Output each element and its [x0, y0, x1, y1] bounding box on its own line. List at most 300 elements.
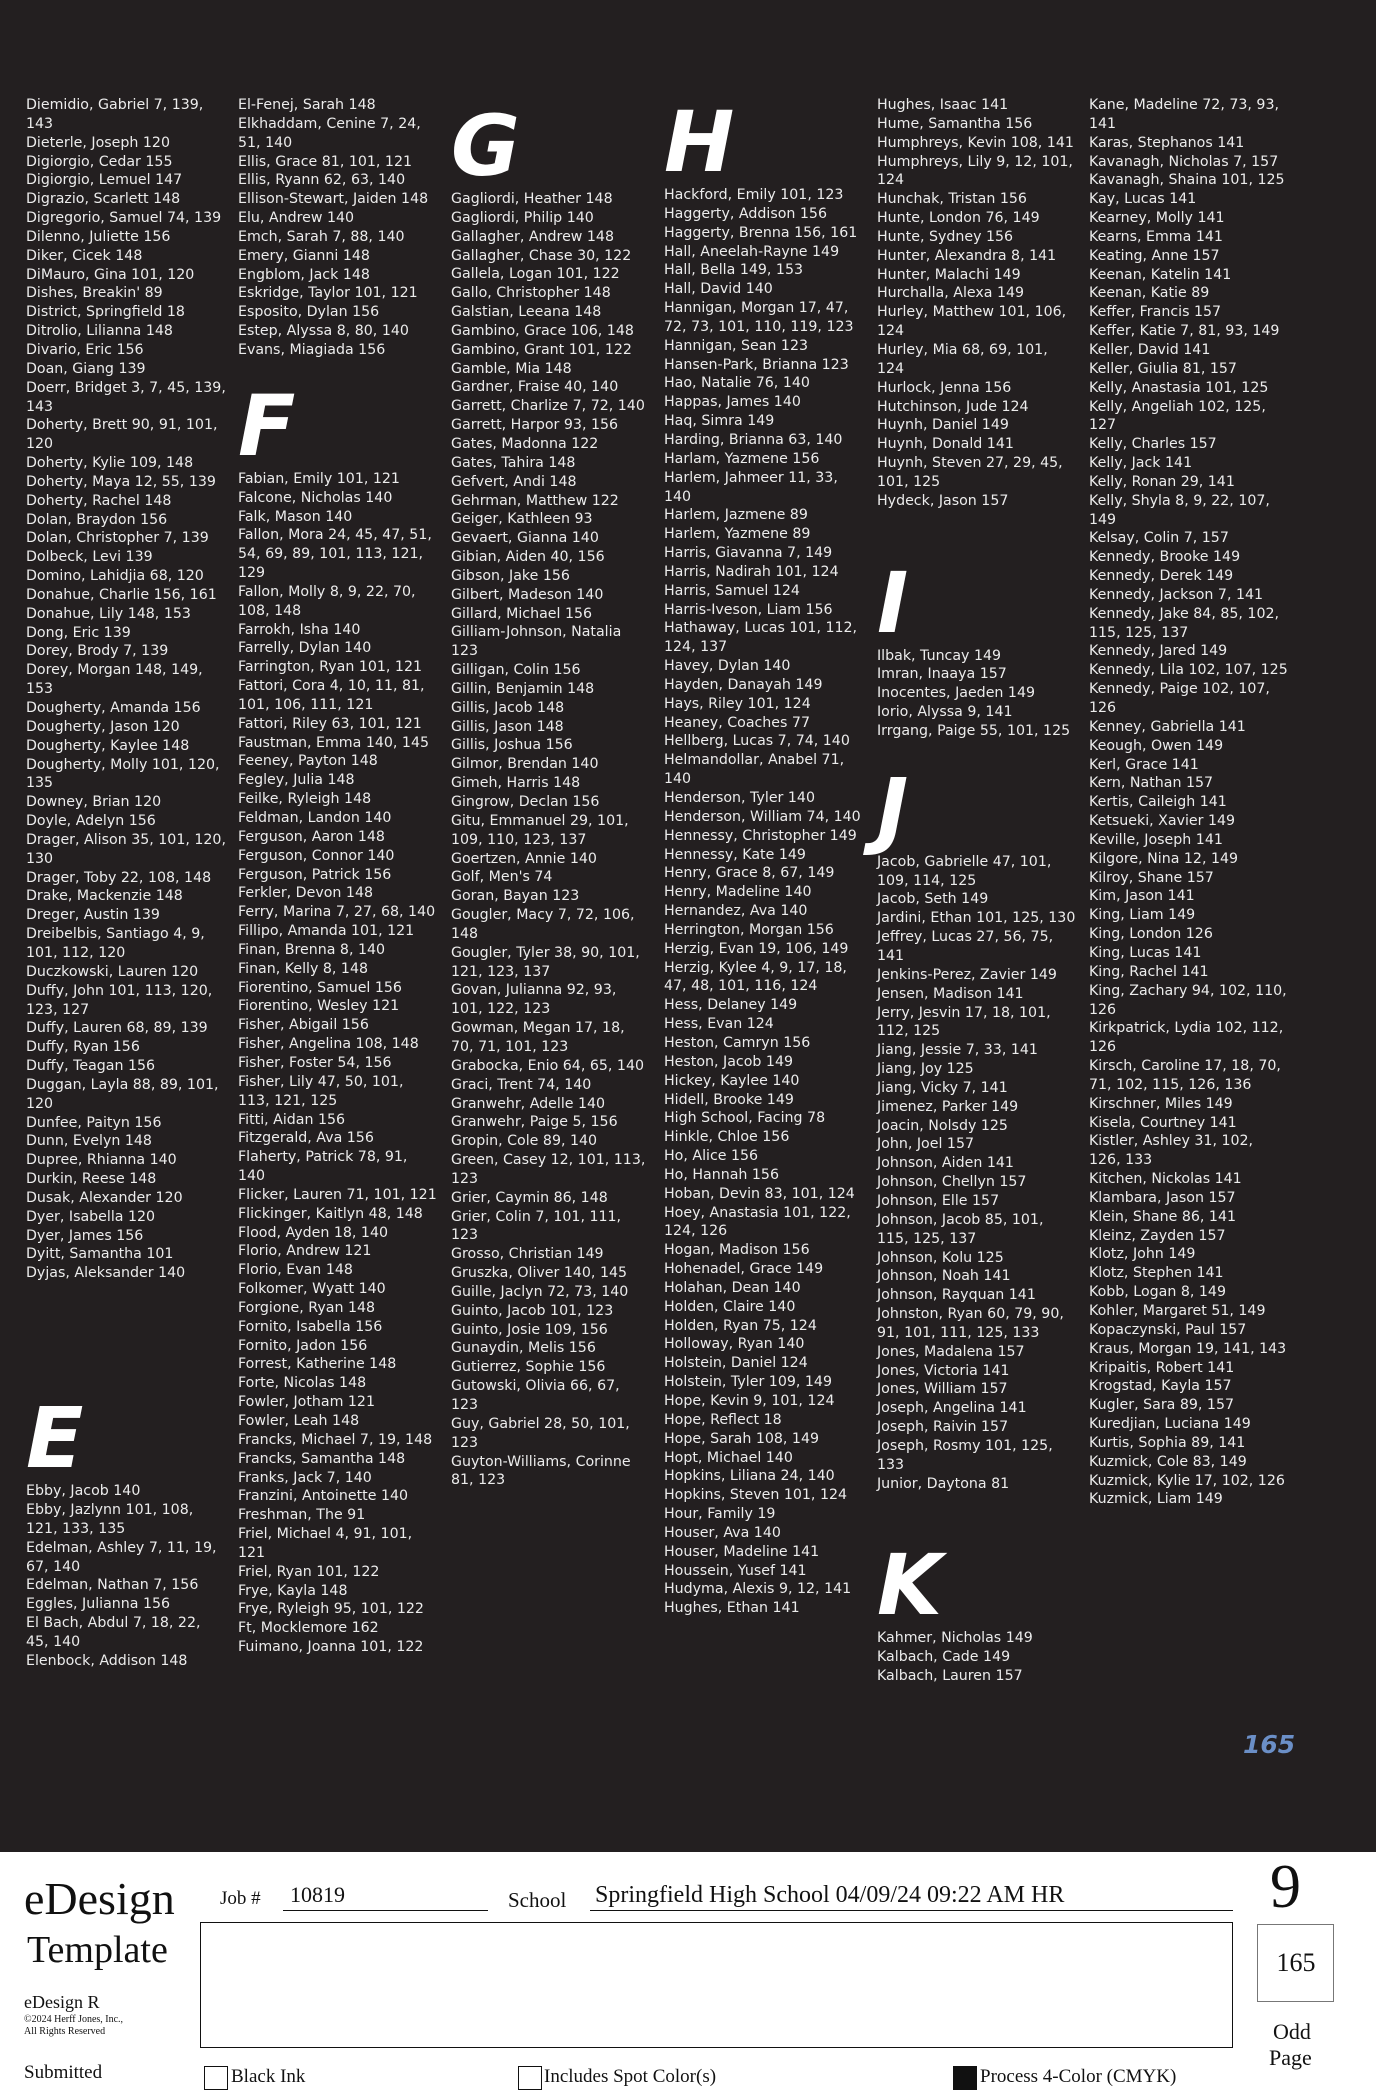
index-entry: Elenbock, Addison 148: [26, 1652, 188, 1669]
index-entry: Klambara, Jason 157: [1089, 1189, 1236, 1206]
index-entry: Dolan, Braydon 156: [26, 511, 168, 528]
index-entry: Hurley, Matthew 101, 106, 124: [877, 304, 1067, 340]
index-entry: Doherty, Brett 90, 91, 101, 120: [26, 417, 218, 453]
index-entry: Karas, Stephanos 141: [1089, 134, 1245, 151]
section-spacer: [877, 1493, 1077, 1541]
index-entry: Gambino, Grant 101, 122: [451, 341, 632, 358]
index-entry: Hannigan, Sean 123: [664, 337, 809, 354]
section-letter-heading: H: [664, 93, 733, 191]
index-entry: Digiorgio, Lemuel 147: [26, 172, 183, 189]
index-entry: Holden, Ryan 75, 124: [664, 1317, 817, 1334]
index-entry: Jensen, Madison 141: [877, 985, 1024, 1002]
index-entry: Hour, Family 19: [664, 1506, 776, 1523]
index-entry: Kearns, Emma 141: [1089, 228, 1223, 245]
index-entry: District, Springfield 18: [26, 304, 185, 321]
index-entry: Keenan, Katelin 141: [1089, 266, 1232, 283]
index-entry: Fegley, Julia 148: [238, 772, 355, 789]
index-entry: Gallagher, Andrew 148: [451, 228, 614, 245]
index-entry: Helmandollar, Anabel 71, 140: [664, 752, 845, 788]
index-entry: Dyjas, Aleksander 140: [26, 1265, 186, 1282]
index-entry: Franzini, Antoinette 140: [238, 1488, 409, 1505]
index-entry: Doyle, Adelyn 156: [26, 813, 156, 830]
index-entry: Edelman, Nathan 7, 156: [26, 1577, 199, 1594]
index-entry: Doherty, Maya 12, 55, 139: [26, 473, 216, 490]
index-entry: Imran, Inaaya 157: [877, 666, 1007, 683]
index-entry: Harding, Brianna 63, 140: [664, 431, 843, 448]
index-column-4: [664, 93, 864, 1618]
index-entry: Gutierrez, Sophie 156: [451, 1359, 606, 1376]
index-entry: Hutchinson, Jude 124: [877, 398, 1029, 415]
index-entry: Ditrolio, Lilianna 148: [26, 323, 173, 340]
index-entry: Falcone, Nicholas 140: [238, 489, 393, 506]
index-entry: Hope, Kevin 9, 101, 124: [664, 1393, 835, 1409]
index-entry: Doan, Giang 139: [26, 360, 146, 377]
template-brand-subtitle: Template: [27, 1929, 168, 1971]
copyright-line-2: All Rights Reserved: [24, 2026, 106, 2037]
index-entry: Hunter, Malachi 149: [877, 266, 1021, 283]
index-entry: Donahue, Charlie 156, 161: [26, 586, 217, 603]
index-entry: Esposito, Dylan 156: [238, 304, 380, 321]
index-entry: DiMauro, Gina 101, 120: [26, 266, 195, 283]
index-entry: Fiorentino, Wesley 121: [238, 998, 400, 1015]
index-entry: Gingrow, Declan 156: [451, 794, 600, 810]
index-entry: Havey, Dylan 140: [664, 658, 791, 675]
index-entry: Gitu, Emmanuel 29, 101, 109, 110, 123, 137: [451, 812, 629, 848]
index-entry: Flood, Ayden 18, 140: [238, 1224, 389, 1241]
index-entry: Kelly, Charles 157: [1089, 436, 1217, 453]
index-entry: Kopaczynski, Paul 157: [1089, 1321, 1247, 1338]
index-entry: Granwehr, Adelle 140: [451, 1095, 606, 1112]
index-entry: Herrington, Morgan 156: [664, 921, 834, 938]
index-entry: Hays, Riley 101, 124: [664, 695, 811, 712]
index-entry: Kavanagh, Nicholas 7, 157: [1089, 153, 1279, 170]
school-field[interactable]: Springfield High School 04/09/24 09:22 AM HR: [595, 1882, 1065, 1908]
index-entry: Harlam, Yazmene 156: [664, 450, 820, 467]
index-entry: Humphreys, Kevin 108, 141: [877, 134, 1074, 151]
index-entry: Fattori, Riley 63, 101, 121: [238, 715, 422, 732]
index-entry: Dupree, Rhianna 140: [26, 1152, 177, 1169]
index-entry: Hughes, Isaac 141: [877, 97, 1009, 113]
index-entry: Fitti, Aidan 156: [238, 1111, 346, 1128]
index-entry: Forte, Nicolas 148: [238, 1375, 367, 1392]
index-entry: Jerry, Jesvin 17, 18, 101, 112, 125: [877, 1004, 1051, 1040]
index-entry: Domino, Lahidjia 68, 120: [26, 568, 204, 585]
index-entry: Divario, Eric 156: [26, 341, 144, 358]
index-entry: Holloway, Ryan 140: [664, 1336, 805, 1353]
index-entry: Jeffrey, Lucas 27, 56, 75, 141: [877, 929, 1054, 964]
index-entry: Galstian, Leeana 148: [451, 304, 602, 321]
index-entry: Golf, Men's 74: [451, 869, 553, 886]
index-entry: Kerl, Grace 141: [1089, 756, 1199, 773]
index-entry: Gutowski, Olivia 66, 67, 123: [451, 1378, 620, 1413]
index-entry: Happas, James 140: [664, 394, 801, 411]
index-entry: Fillipo, Amanda 101, 121: [238, 923, 415, 940]
index-entry: Flicker, Lauren 71, 101, 121: [238, 1186, 437, 1203]
index-entry: Kennedy, Jared 149: [1089, 643, 1228, 660]
index-entry: Gowman, Megan 17, 18, 70, 71, 101, 123: [451, 1020, 625, 1055]
index-entry: Kirsch, Caroline 17, 18, 70, 71, 102, 115, 126, 136: [1089, 1058, 1281, 1093]
index-entry: Edelman, Ashley 7, 11, 19, 67, 140: [26, 1539, 217, 1575]
index-entry: Kennedy, Derek 149: [1089, 568, 1234, 585]
index-entry: Farrokh, Isha 140: [238, 621, 361, 638]
index-entry: Gropin, Cole 89, 140: [451, 1133, 598, 1150]
index-entry: Irrgang, Paige 55, 101, 125: [877, 722, 1071, 739]
index-entry: Eskridge, Taylor 101, 121: [238, 285, 418, 302]
black-ink-label: Black Ink: [231, 2066, 306, 2087]
index-entry: Garrett, Charlize 7, 72, 140: [451, 398, 645, 415]
index-entry: Hannigan, Morgan 17, 47, 72, 73, 101, 110, 119, 123: [664, 300, 854, 335]
index-entry: Junior, Daytona 81: [877, 1475, 1010, 1492]
index-entry: Grosso, Christian 149: [451, 1246, 604, 1263]
index-entry: Keffer, Katie 7, 81, 93, 149: [1089, 323, 1280, 340]
index-entry: Kleinz, Zayden 157: [1089, 1227, 1226, 1244]
index-entry: Haggerty, Addison 156: [664, 205, 827, 222]
index-entry: Flaherty, Patrick 78, 91, 140: [238, 1149, 408, 1185]
index-entry: Faustman, Emma 140, 145: [238, 734, 430, 751]
index-entry: Finan, Kelly 8, 148: [238, 960, 369, 977]
index-entry: Huynh, Donald 141: [877, 436, 1014, 453]
edesign-template-footer: [0, 1852, 1376, 2100]
index-entry: Kern, Nathan 157: [1089, 775, 1214, 792]
index-entry: Digrazio, Scarlett 148: [26, 191, 181, 208]
index-entry: Ferkler, Devon 148: [238, 885, 373, 902]
index-entry: Kugler, Sara 89, 157: [1089, 1397, 1235, 1414]
index-entry: Fornito, Jadon 156: [238, 1337, 368, 1354]
index-entry: Gillin, Benjamin 148: [451, 680, 595, 697]
index-entry: Kelly, Jack 141: [1089, 455, 1193, 472]
index-entry: Hope, Reflect 18: [664, 1411, 782, 1428]
index-entry: Flickinger, Kaitlyn 48, 148: [238, 1205, 423, 1222]
index-entry: Gillis, Jason 148: [451, 718, 564, 735]
index-entry: Gagliordi, Philip 140: [451, 209, 594, 226]
section-letter-heading: G: [451, 97, 518, 195]
index-entry: Hunchak, Tristan 156: [877, 191, 1027, 208]
index-entry: Fuimano, Joanna 101, 122: [238, 1639, 424, 1656]
odd-page-label-line2: Page: [1269, 2045, 1312, 2070]
index-entry: Falk, Mason 140: [238, 508, 353, 525]
spot-color-label: Includes Spot Color(s): [544, 2066, 717, 2087]
school-underline: [590, 1910, 1233, 1911]
index-entry: Kim, Jason 141: [1089, 888, 1195, 905]
index-entry: Hackford, Emily 101, 123: [664, 187, 844, 203]
index-entry: Drager, Alison 35, 101, 120, 130: [26, 831, 226, 867]
index-entry: Gilliam-Johnson, Natalia 123: [451, 624, 622, 660]
index-entry: Govan, Julianna 92, 93, 101, 122, 123: [451, 982, 617, 1018]
index-entry: Henderson, Tyler 140: [664, 790, 815, 806]
index-entry: Ho, Alice 156: [664, 1148, 759, 1165]
index-entry: Gilligan, Colin 156: [451, 662, 581, 679]
index-entry: Ho, Hannah 156: [664, 1166, 779, 1183]
index-entry: Feilke, Ryleigh 148: [238, 791, 372, 808]
index-entry: Holstein, Daniel 124: [664, 1355, 808, 1372]
index-entry: Jiang, Vicky 7, 141: [877, 1079, 1008, 1096]
index-entry: Jiang, Jessie 7, 33, 141: [877, 1042, 1038, 1059]
index-entry: Frye, Ryleigh 95, 101, 122: [238, 1601, 424, 1618]
index-entry: Harris, Nadirah 101, 124: [664, 563, 839, 580]
index-entry: Keller, David 141: [1089, 341, 1211, 358]
section-letter-heading: K: [877, 1536, 941, 1635]
index-column-6: [1089, 96, 1289, 1509]
index-entry: Hohenadel, Grace 149: [664, 1261, 824, 1278]
index-entry: Kuzmick, Liam 149: [1089, 1491, 1223, 1508]
index-entry: Henry, Grace 8, 67, 149: [664, 865, 835, 882]
index-entry: Kripaitis, Robert 141: [1089, 1359, 1235, 1376]
index-entry: Kane, Madeline 72, 73, 93, 141: [1089, 97, 1279, 132]
index-entry: Kavanagh, Shaina 101, 125: [1089, 172, 1285, 189]
index-entry: Holstein, Tyler 109, 149: [664, 1374, 832, 1391]
index-entry: Guille, Jaclyn 72, 73, 140: [451, 1283, 629, 1300]
index-entry: Gamble, Mia 148: [451, 360, 572, 377]
index-entry: Keville, Joseph 141: [1089, 831, 1223, 848]
index-entry: Hennessy, Christopher 149: [664, 827, 857, 844]
index-entry: Holden, Claire 140: [664, 1298, 796, 1315]
spot-color-checkbox[interactable]: [518, 2066, 542, 2090]
index-entry: Joseph, Raivin 157: [877, 1419, 1009, 1436]
index-entry: Dishes, Breakin' 89: [26, 285, 163, 302]
index-entry: Downey, Brian 120: [26, 794, 162, 811]
index-entry: Hopt, Michael 140: [664, 1449, 793, 1466]
index-entry: Hernandez, Ava 140: [664, 903, 808, 920]
index-entry: Kurtis, Sophia 89, 141: [1089, 1434, 1246, 1451]
index-entry: Florio, Andrew 121: [238, 1243, 372, 1260]
section-spacer: [26, 1283, 226, 1394]
index-entry: Jones, William 157: [877, 1381, 1008, 1398]
index-entry: Dunn, Evelyn 148: [26, 1133, 152, 1150]
index-entry: Ellis, Ryann 62, 63, 140: [238, 172, 406, 189]
index-entry: Ferguson, Connor 140: [238, 847, 395, 864]
index-entry: Kohler, Margaret 51, 149: [1089, 1303, 1266, 1319]
index-entry: Dong, Eric 139: [26, 624, 131, 641]
index-entry: Drager, Toby 22, 108, 148: [26, 869, 212, 886]
index-entry: Hess, Delaney 149: [664, 997, 798, 1014]
index-entry: Klotz, Stephen 141: [1089, 1265, 1224, 1282]
index-entry: Gallela, Logan 101, 122: [451, 266, 620, 283]
index-entry: Friel, Ryan 101, 122: [238, 1563, 380, 1580]
index-entry: Keough, Owen 149: [1089, 737, 1224, 754]
index-entry: Donahue, Lily 148, 153: [26, 605, 191, 622]
index-entry: Gougler, Macy 7, 72, 106, 148: [451, 907, 635, 942]
edesign-brand-title: eDesign: [24, 1873, 175, 1924]
index-entry: Emch, Sarah 7, 88, 140: [238, 228, 405, 245]
index-entry: Kelsay, Colin 7, 157: [1089, 530, 1229, 547]
index-entry: Ferry, Marina 7, 27, 68, 140: [238, 904, 436, 921]
index-entry: Henderson, William 74, 140: [664, 808, 861, 825]
index-entry: King, Liam 149: [1089, 907, 1196, 924]
index-entry: Iorio, Alyssa 9, 141: [877, 704, 1013, 721]
index-entry: Fisher, Angelina 108, 148: [238, 1036, 419, 1053]
index-entry: Duffy, Ryan 156: [26, 1039, 140, 1056]
index-entry: Kobb, Logan 8, 149: [1089, 1284, 1226, 1301]
index-entry: Goertzen, Annie 140: [451, 850, 597, 867]
index-entry: Dolan, Christopher 7, 139: [26, 530, 209, 547]
section-letter-heading: J: [877, 759, 907, 858]
index-entry: King, Zachary 94, 102, 110, 126: [1089, 982, 1287, 1018]
index-entry: Gallo, Christopher 148: [451, 285, 611, 302]
index-entry: Henry, Madeline 140: [664, 884, 812, 901]
index-entry: Johnson, Kolu 125: [877, 1249, 1004, 1266]
index-entry: Farrington, Ryan 101, 121: [238, 659, 423, 676]
black-ink-checkbox[interactable]: [204, 2066, 228, 2090]
index-entry: Ferguson, Patrick 156: [238, 866, 392, 883]
index-entry: Johnson, Elle 157: [877, 1192, 1000, 1209]
index-entry: Goran, Bayan 123: [451, 888, 580, 905]
cmyk-label: Process 4-Color (CMYK): [980, 2066, 1177, 2087]
index-entry: Dunfee, Paityn 156: [26, 1114, 162, 1131]
section-letter-heading: F: [238, 376, 294, 475]
job-number-field[interactable]: 10819: [290, 1882, 345, 1907]
index-entry: Grier, Colin 7, 101, 111, 123: [451, 1208, 622, 1244]
index-entry: Florio, Evan 148: [238, 1262, 353, 1279]
index-entry: Hathaway, Lucas 101, 112, 124, 137: [664, 620, 858, 656]
index-entry: Kisela, Courtney 141: [1089, 1114, 1237, 1131]
notes-box[interactable]: [200, 1922, 1233, 2048]
index-entry: Estep, Alyssa 8, 80, 140: [238, 323, 409, 340]
index-entry: Harris, Samuel 124: [664, 582, 800, 599]
index-entry: Hope, Sarah 108, 149: [664, 1430, 820, 1447]
index-entry: Johnson, Chellyn 157: [877, 1174, 1027, 1191]
index-entry: Dougherty, Kaylee 148: [26, 737, 190, 754]
index-entry: Heston, Camryn 156: [664, 1034, 811, 1051]
index-entry: Dyitt, Samantha 101: [26, 1246, 174, 1263]
index-entry: Diemidio, Gabriel 7, 139, 143: [26, 97, 204, 132]
index-entry: Hidell, Brooke 149: [664, 1091, 794, 1108]
index-entry: Duffy, Teagan 156: [26, 1058, 156, 1075]
index-entry: Kuzmick, Cole 83, 149: [1089, 1453, 1247, 1470]
index-entry: Fisher, Abigail 156: [238, 1017, 369, 1034]
index-entry: Kirkpatrick, Lydia 102, 112, 126: [1089, 1020, 1284, 1056]
page-number: 165: [1276, 1948, 1316, 1977]
index-entry: Keller, Giulia 81, 157: [1089, 360, 1237, 377]
index-entry: Hopkins, Liliana 24, 140: [664, 1468, 835, 1485]
index-entry: Joseph, Angelina 141: [877, 1400, 1027, 1417]
index-entry: Duffy, John 101, 113, 120, 123, 127: [26, 982, 213, 1018]
index-entry: Gibian, Aiden 40, 156: [451, 549, 605, 566]
index-entry: Kitchen, Nickolas 141: [1089, 1171, 1242, 1188]
index-entry: Guy, Gabriel 28, 50, 101, 123: [451, 1415, 630, 1451]
index-entry: Johnson, Rayquan 141: [877, 1287, 1036, 1304]
index-column-3: [451, 96, 651, 1490]
index-entry: Hydeck, Jason 157: [877, 492, 1009, 509]
cmyk-checkbox[interactable]: [953, 2066, 977, 2090]
index-entry: Digregorio, Samuel 74, 139: [26, 210, 222, 227]
index-entry: Kahmer, Nicholas 149: [877, 1630, 1033, 1647]
job-number-underline: [283, 1910, 488, 1911]
index-entry: Kennedy, Jackson 7, 141: [1089, 586, 1264, 603]
index-entry: Heaney, Coaches 77: [664, 714, 810, 731]
index-entry: Hurlock, Jenna 156: [877, 379, 1012, 396]
index-entry: Kelly, Angeliah 102, 125, 127: [1089, 398, 1266, 434]
index-entry: Gruszka, Oliver 140, 145: [451, 1265, 628, 1282]
index-entry: Duggan, Layla 88, 89, 101, 120: [26, 1076, 219, 1112]
index-entry: Forrest, Katherine 148: [238, 1356, 397, 1373]
index-entry: Hess, Evan 124: [664, 1016, 774, 1033]
index-entry: Ketsueki, Xavier 149: [1089, 813, 1236, 830]
index-entry: Hurchalla, Alexa 149: [877, 285, 1025, 302]
section-letter-heading: E: [26, 1389, 82, 1488]
index-entry: Kennedy, Paige 102, 107, 126: [1089, 681, 1270, 716]
index-entry: Gougler, Tyler 38, 90, 101, 121, 123, 137: [451, 944, 640, 980]
index-column-1: [26, 96, 226, 1671]
index-entry: Feldman, Landon 140: [238, 810, 392, 826]
index-entry: Gardner, Fraise 40, 140: [451, 379, 619, 396]
index-entry: Keenan, Katie 89: [1089, 285, 1210, 302]
index-entry: Jacob, Seth 149: [877, 891, 989, 908]
index-entry: Kuzmick, Kylie 17, 102, 126: [1089, 1472, 1285, 1489]
index-entry: Guinto, Jacob 101, 123: [451, 1302, 614, 1319]
index-entry: Ferguson, Aaron 148: [238, 828, 385, 845]
index-entry: High School, Facing 78: [664, 1110, 826, 1127]
index-entry: Ilbak, Tuncay 149: [877, 647, 1002, 664]
index-entry: Fisher, Foster 54, 156: [238, 1054, 392, 1071]
index-entry: Jenkins-Perez, Zavier 149: [877, 966, 1057, 983]
index-entry: Elu, Andrew 140: [238, 210, 355, 227]
index-entry: Houser, Madeline 141: [664, 1543, 820, 1560]
index-entry: Hoey, Anastasia 101, 122, 124, 126: [664, 1204, 851, 1240]
index-entry: Guinto, Josie 109, 156: [451, 1321, 608, 1338]
index-entry: Fisher, Lily 47, 50, 101, 113, 121, 125: [238, 1073, 404, 1109]
index-entry: Kistler, Ashley 31, 102, 126, 133: [1089, 1133, 1254, 1169]
index-entry: Gallagher, Chase 30, 122: [451, 247, 632, 264]
index-entry: Dreibelbis, Santiago 4, 9, 101, 112, 120: [26, 926, 205, 961]
index-entry: Kalbach, Lauren 157: [877, 1668, 1023, 1685]
index-entry: Gagliordi, Heather 148: [451, 191, 613, 207]
index-entry: Kelly, Ronan 29, 141: [1089, 473, 1235, 490]
index-entry: Hunte, London 76, 149: [877, 210, 1040, 227]
index-entry: Haq, Simra 149: [664, 413, 775, 430]
index-entry: Gillard, Michael 156: [451, 605, 593, 622]
section-letter-heading: I: [877, 553, 907, 652]
index-entry: Frye, Kayla 148: [238, 1582, 348, 1599]
index-entry: Franks, Jack 7, 140: [238, 1469, 372, 1486]
index-entry: Gambino, Grace 106, 148: [451, 322, 634, 339]
index-entry: Hellberg, Lucas 7, 74, 140: [664, 733, 850, 750]
edesign-version-label: eDesign R: [24, 1992, 100, 2012]
index-entry: Hogan, Madison 156: [664, 1242, 810, 1259]
index-entry: King, Lucas 141: [1089, 944, 1202, 961]
index-entry: Kelly, Shyla 8, 9, 22, 107, 149: [1089, 492, 1270, 528]
index-entry: Gillis, Joshua 156: [451, 737, 573, 754]
index-entry: Hao, Natalie 76, 140: [664, 375, 810, 392]
index-entry: Dyer, James 156: [26, 1227, 144, 1244]
index-entry: Humphreys, Lily 9, 12, 101, 124: [877, 153, 1073, 189]
index-entry: Guyton-Williams, Corinne 81, 123: [451, 1453, 631, 1489]
index-entry: Harris-Iveson, Liam 156: [664, 601, 833, 618]
index-entry: Gevaert, Gianna 140: [451, 530, 599, 547]
index-entry: Fallon, Mora 24, 45, 47, 51, 54, 69, 89, 101, 113, 121, 129: [238, 527, 432, 582]
index-entry: Grier, Caymin 86, 148: [451, 1189, 608, 1206]
index-entry: Herzig, Kylee 4, 9, 17, 18, 47, 48, 101, 116, 124: [664, 959, 847, 995]
index-entry: Gilbert, Madeson 140: [451, 586, 604, 603]
index-entry: Kay, Lucas 141: [1089, 191, 1197, 208]
index-entry: Drake, Mackenzie 148: [26, 888, 183, 905]
index-entry: Fowler, Leah 148: [238, 1413, 360, 1429]
index-entry: Inocentes, Jaeden 149: [877, 685, 1036, 702]
index-entry: Hoban, Devin 83, 101, 124: [664, 1185, 855, 1202]
index-entry: Francks, Michael 7, 19, 148: [238, 1431, 433, 1448]
index-entry: Kennedy, Jake 84, 85, 102, 115, 125, 137: [1089, 605, 1280, 641]
index-entry: Klein, Shane 86, 141: [1089, 1208, 1237, 1225]
index-entry: Dilenno, Juliette 156: [26, 228, 171, 245]
index-entry: Hall, Aneelah-Rayne 149: [664, 243, 840, 260]
index-entry: Fornito, Isabella 156: [238, 1318, 383, 1335]
index-entry: Johnson, Jacob 85, 101, 115, 125, 137: [877, 1211, 1044, 1247]
index-entry: Doerr, Bridget 3, 7, 45, 139, 143: [26, 379, 226, 415]
index-entry: Herzig, Evan 19, 106, 149: [664, 940, 849, 957]
index-entry: Kennedy, Lila 102, 107, 125: [1089, 662, 1288, 679]
index-entry: Joseph, Rosmy 101, 125, 133: [877, 1437, 1053, 1473]
index-entry: Kraus, Morgan 19, 141, 143: [1089, 1340, 1287, 1357]
submitted-label: Submitted: [24, 2062, 103, 2083]
